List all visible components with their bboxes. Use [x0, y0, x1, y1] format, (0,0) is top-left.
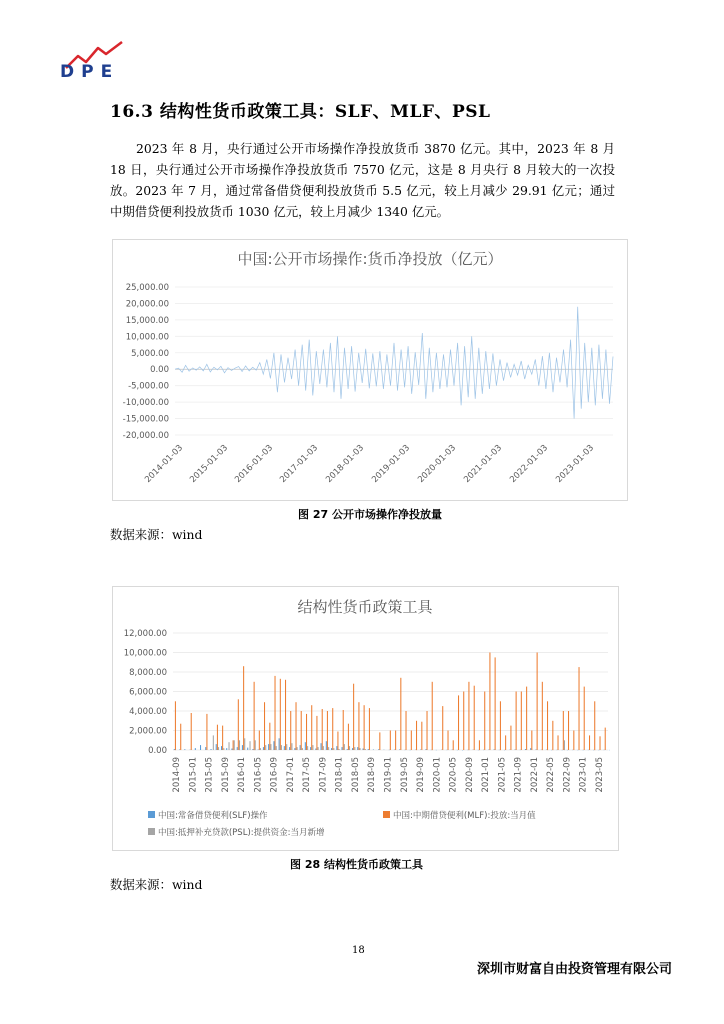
structural-tools-chart-svg [113, 587, 618, 850]
chart2-legend-swatch [148, 828, 155, 835]
chart2-x-tick: 2021-09 [513, 757, 524, 793]
chart2-bar-slf [425, 749, 426, 750]
chart2-x-tick: 2018-05 [350, 757, 361, 793]
chart2-bar-mlf [579, 667, 580, 750]
chart2-bar-psl [223, 748, 224, 750]
chart2-bar-psl [239, 740, 240, 750]
chart2-bar-mlf [264, 702, 265, 750]
chart1-y-tick: 25,000.00 [125, 283, 169, 293]
logo-text: DPE [60, 62, 120, 82]
chart1-y-tick: -15,000.00 [122, 414, 169, 425]
page-number: 18 [352, 945, 365, 956]
chart2-bar-mlf [337, 732, 338, 751]
chart1-y-tick: 20,000.00 [125, 299, 169, 310]
chart2-bar-slf [279, 738, 280, 750]
chart1-x-tick: 2016-01-03 [233, 443, 276, 486]
chart1-x-tick: 2020-01-03 [416, 443, 459, 486]
chart2-x-tick: 2018-09 [367, 757, 378, 793]
chart2-bar-slf [315, 749, 316, 751]
chart2-bar-slf [252, 749, 253, 750]
chart2-bar-slf [363, 749, 364, 751]
chart2-bar-slf [326, 741, 327, 750]
chart2-x-tick: 2020-01 [432, 757, 443, 793]
chart1-title: 中国:公开市场操作:货币净投放（亿元） [237, 250, 503, 268]
chart2-bar-slf [242, 745, 243, 750]
chart1-x-tick: 2021-01-03 [462, 443, 505, 486]
chart2-x-tick: 2022-09 [562, 757, 573, 793]
chart2-bar-mlf [516, 692, 517, 751]
chart2-x-tick: 2022-01 [529, 757, 540, 793]
chart2-bar-psl [323, 746, 324, 750]
chart2-bar-psl [213, 735, 214, 750]
chart2-bar-psl [297, 747, 298, 750]
chart2-bar-mlf [238, 699, 239, 750]
chart2-bar-mlf [269, 723, 270, 750]
chart2-y-tick: 4,000.00 [129, 707, 167, 717]
chart2-bar-mlf [542, 682, 543, 750]
chart2-bar-mlf [275, 676, 276, 750]
chart2-bar-mlf [379, 732, 380, 750]
chart2-bar-mlf [369, 708, 370, 750]
chart2-bar-slf [420, 750, 421, 751]
chart2-bar-mlf [306, 714, 307, 750]
chart2-bar-mlf [505, 735, 506, 750]
chart2-bar-psl [276, 746, 277, 750]
chart2-bar-mlf [589, 735, 590, 750]
chart2-bar-slf [525, 749, 526, 750]
chart2-bar-mlf [552, 721, 553, 750]
chart2-bar-slf [535, 750, 536, 751]
chart1-x-tick: 2017-01-03 [278, 443, 321, 486]
chart2-bar-mlf [395, 731, 396, 751]
chart1-x-tick: 2015-01-03 [188, 443, 231, 486]
chart2-bar-mlf [531, 731, 532, 751]
body-paragraph: 2023 年 8 月，央行通过公开市场操作净投放货币 3870 亿元。其中，2023 年 8 月 18 日，央行通过公开市场操作净投放货币 7570 亿元，这是 8 月央行 8 月较大的一次投放。2023 年 7 月，通过常备借贷便利投放货币 5.5 亿元，较上月减少 29.91 亿元；通过中期借贷便利投放货币 1030 亿元，较上月减少 1340 亿元。 [110, 141, 615, 219]
chart2-bar-slf [184, 749, 185, 750]
chart1-y-tick: 5,000.00 [131, 348, 169, 359]
chart2-bar-mlf [364, 705, 365, 750]
chart2-x-tick: 2017-05 [302, 757, 313, 793]
chart1-y-tick: 10,000.00 [125, 332, 169, 343]
chart2-y-tick: 10,000.00 [123, 648, 167, 659]
chart2-bar-mlf [510, 726, 511, 750]
chart2-bar-mlf [301, 711, 302, 750]
chart2-x-tick: 2018-01 [334, 757, 345, 793]
figure-27-source: 数据来源：wind [110, 527, 203, 542]
chart2-bar-mlf [479, 740, 480, 750]
figure-28-source: 数据来源：wind [110, 877, 203, 892]
chart2-bar-slf [216, 744, 217, 750]
chart2-bar-mlf [605, 728, 606, 750]
chart2-bar-mlf [489, 653, 490, 751]
chart2-bar-mlf [290, 711, 291, 750]
chart2-bar-slf [263, 747, 264, 750]
structural-tools-chart [112, 586, 619, 851]
chart2-x-tick: 2019-09 [416, 757, 427, 793]
chart2-bar-mlf [332, 708, 333, 750]
chart2-bar-mlf [353, 684, 354, 750]
chart2-bar-slf [530, 748, 531, 750]
chart2-bar-mlf [416, 721, 417, 750]
chart2-bar-mlf [521, 692, 522, 751]
chart2-bar-mlf [442, 706, 443, 750]
chart2-bar-psl [365, 749, 366, 750]
chart2-bar-mlf [448, 731, 449, 751]
chart2-bar-mlf [191, 713, 192, 750]
chart2-bar-psl [218, 747, 219, 750]
chart2-bar-slf [284, 746, 285, 750]
chart2-bar-slf [494, 749, 495, 750]
chart2-bar-slf [237, 747, 238, 750]
chart2-bar-mlf [432, 682, 433, 750]
chart1-y-tick: 0.00 [150, 365, 169, 376]
chart2-x-tick: 2015-09 [220, 757, 231, 793]
chart2-bar-psl [244, 738, 245, 750]
chart2-bar-psl [291, 743, 292, 750]
chart2-bar-slf [310, 747, 311, 750]
chart2-bar-psl [333, 748, 334, 750]
chart2-bar-mlf [526, 687, 527, 750]
chart2-bar-slf [399, 749, 400, 750]
chart2-bar-mlf [547, 701, 548, 750]
chart2-bar-mlf [217, 725, 218, 750]
chart2-x-tick: 2017-01 [285, 757, 296, 793]
chart2-y-tick: 0.00 [148, 746, 167, 756]
chart2-x-tick: 2020-09 [464, 757, 475, 793]
chart1-x-tick: 2018-01-03 [324, 443, 367, 486]
chart2-y-tick: 2,000.00 [129, 726, 167, 737]
chart2-bar-psl [234, 740, 235, 750]
chart2-bar-slf [347, 749, 348, 750]
chart1-x-tick: 2022-01-03 [508, 443, 551, 486]
chart2-bar-mlf [500, 701, 501, 750]
chart2-legend-swatch [383, 811, 390, 818]
chart2-bar-mlf [568, 711, 569, 750]
chart2-bar-mlf [563, 711, 564, 750]
chart2-x-tick: 2016-01 [237, 757, 248, 793]
chart2-bar-psl [328, 747, 329, 750]
chart2-bar-mlf [453, 740, 454, 750]
chart2-bar-slf [514, 750, 515, 751]
chart2-bar-mlf [600, 736, 601, 750]
chart2-bar-mlf [558, 735, 559, 750]
chart2-bar-psl [260, 748, 261, 750]
chart2-bar-slf [305, 742, 306, 750]
chart2-bar-mlf [584, 687, 585, 750]
chart2-x-tick: 2014-09 [172, 757, 182, 793]
chart1-y-tick: -20,000.00 [122, 431, 169, 441]
chart2-bar-mlf [296, 702, 297, 750]
chart2-bar-mlf [233, 740, 234, 750]
chart2-x-tick: 2020-05 [448, 757, 459, 793]
chart2-bar-mlf [406, 711, 407, 750]
chart2-bar-slf [300, 745, 301, 750]
chart2-bar-slf [221, 746, 222, 750]
chart1-x-tick: 2023-01-03 [554, 443, 597, 486]
chart2-bar-psl [250, 741, 251, 750]
net-injection-chart-svg [113, 240, 627, 500]
chart2-bar-slf [342, 747, 343, 750]
chart2-bar-psl [270, 744, 271, 750]
chart2-bar-mlf [537, 653, 538, 751]
chart2-bar-psl [344, 744, 345, 750]
chart2-bar-slf [231, 749, 232, 751]
chart2-x-tick: 2021-05 [497, 757, 508, 793]
chart2-x-tick: 2016-09 [269, 757, 280, 793]
chart2-bar-psl [255, 740, 256, 750]
chart2-bar-slf [352, 748, 353, 750]
chart2-x-tick: 2019-01 [383, 757, 394, 793]
figure-28-caption: 图 28 结构性货币政策工具 [290, 858, 423, 871]
chart2-x-tick: 2015-01 [188, 757, 199, 793]
chart2-bar-mlf [463, 692, 464, 751]
chart2-bar-mlf [343, 710, 344, 750]
chart2-bar-psl [360, 748, 361, 750]
chart2-bar-mlf [348, 724, 349, 750]
chart2-bar-psl [339, 749, 340, 750]
chart2-x-tick: 2016-05 [253, 757, 264, 793]
chart2-x-tick: 2023-05 [595, 757, 605, 793]
chart2-y-tick: 8,000.00 [129, 668, 167, 678]
chart2-bar-mlf [400, 678, 401, 750]
chart2-bar-mlf [474, 686, 475, 750]
chart2-x-tick: 2021-01 [481, 757, 492, 793]
chart2-x-tick: 2019-05 [399, 757, 410, 793]
chart1-y-tick: -5,000.00 [128, 381, 169, 392]
chart2-bar-mlf [259, 731, 260, 751]
chart2-bar-slf [258, 750, 259, 751]
chart2-bar-psl [265, 745, 266, 750]
chart2-bar-slf [226, 748, 227, 750]
chart2-bar-psl [354, 747, 355, 750]
chart2-bar-slf [289, 747, 290, 750]
chart2-bar-mlf [222, 726, 223, 750]
chart2-bar-slf [247, 748, 248, 750]
chart2-bar-slf [368, 749, 369, 750]
chart2-bar-slf [321, 743, 322, 750]
chart2-bar-slf [357, 747, 358, 750]
chart2-bar-slf [378, 749, 379, 750]
chart2-bar-slf [273, 741, 274, 750]
chart2-bar-psl [564, 740, 565, 750]
chart2-bar-mlf [311, 705, 312, 750]
chart2-bar-slf [331, 748, 332, 750]
chart2-bar-mlf [285, 680, 286, 750]
chart2-bar-mlf [573, 731, 574, 751]
chart2-x-tick: 2022-05 [546, 757, 557, 793]
chart2-bar-mlf [316, 716, 317, 750]
chart2-bar-psl [312, 745, 313, 750]
chart2-legend-label: 中国:常备借贷便利(SLF)操作 [158, 811, 268, 821]
chart2-bar-mlf [175, 701, 176, 750]
chart2-bar-psl [318, 747, 319, 750]
chart2-bar-slf [211, 749, 212, 750]
chart2-bar-mlf [254, 682, 255, 750]
chart2-x-tick: 2023-01 [578, 757, 589, 793]
chart2-bar-mlf [390, 731, 391, 751]
chart2-bar-mlf [458, 695, 459, 750]
chart2-bar-mlf [468, 682, 469, 750]
chart2-bar-mlf [206, 714, 207, 750]
chart2-bar-slf [195, 748, 196, 750]
chart2-bar-mlf [358, 702, 359, 750]
chart2-legend-swatch [148, 811, 155, 818]
chart2-bar-slf [179, 750, 180, 751]
chart2-bar-mlf [180, 724, 181, 750]
figure-27-caption: 图 27 公开市场操作净投放量 [298, 508, 442, 521]
chart2-y-tick: 6,000.00 [129, 687, 167, 698]
chart2-bar-slf [174, 749, 175, 750]
chart2-bar-mlf [327, 711, 328, 750]
chart2-y-tick: 12,000.00 [123, 629, 167, 639]
chart2-bar-mlf [411, 731, 412, 751]
chart2-bar-psl [229, 742, 230, 750]
chart2-bar-psl [349, 746, 350, 750]
chart2-bar-slf [373, 750, 374, 751]
chart2-bar-slf [205, 747, 206, 750]
chart2-bar-slf [336, 746, 337, 750]
chart2-bar-psl [281, 745, 282, 750]
chart2-bar-mlf [484, 692, 485, 751]
section-title: 16.3 结构性货币政策工具：SLF、MLF、PSL [110, 102, 491, 122]
chart2-bar-mlf [280, 679, 281, 750]
chart2-legend-label: 中国:抵押补充贷款(PSL):提供资金:当月新增 [158, 828, 325, 838]
chart2-bar-psl [307, 746, 308, 750]
net-injection-chart [112, 239, 628, 501]
chart2-bar-mlf [594, 701, 595, 750]
chart2-legend-label: 中国:中期借贷便利(MLF):投放:当月值 [393, 811, 536, 821]
chart2-bar-mlf [495, 657, 496, 750]
chart2-bar-slf [200, 745, 201, 750]
chart2-bar-mlf [421, 722, 422, 750]
chart1-x-tick: 2014-01-03 [143, 443, 186, 486]
chart2-bar-slf [294, 748, 295, 750]
chart2-bar-psl [302, 748, 303, 750]
chart1-x-tick: 2019-01-03 [370, 443, 413, 486]
chart2-bar-slf [268, 744, 269, 750]
company-name: 深圳市财富自由投资管理有限公司 [477, 962, 673, 977]
chart2-x-tick: 2017-09 [318, 757, 329, 793]
chart2-bar-mlf [243, 666, 244, 750]
chart2-bar-psl [286, 744, 287, 750]
chart2-title: 结构性货币政策工具 [297, 598, 433, 616]
chart2-bar-mlf [427, 711, 428, 750]
chart1-y-tick: -10,000.00 [122, 398, 169, 409]
chart2-bar-mlf [322, 709, 323, 750]
chart2-x-tick: 2015-05 [204, 757, 215, 793]
chart1-y-tick: 15,000.00 [125, 315, 169, 326]
